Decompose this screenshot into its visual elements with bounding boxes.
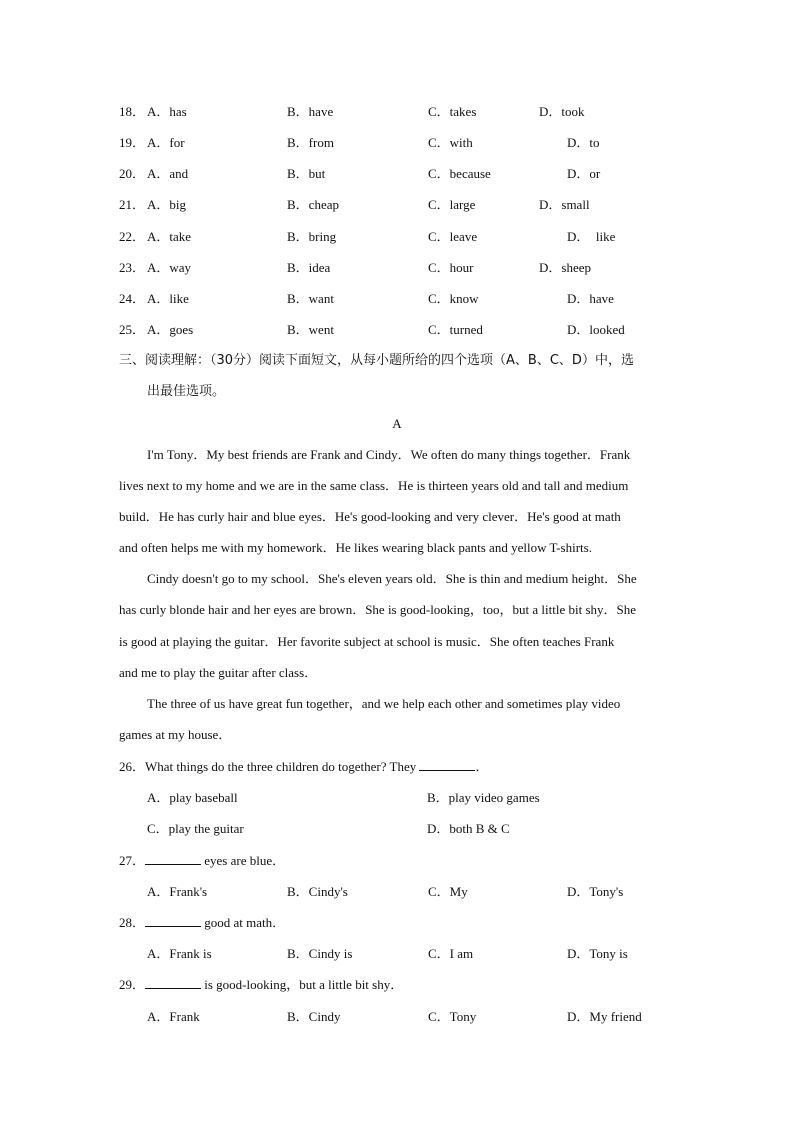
option-c: C．takes (428, 104, 477, 119)
option-d: D．both B & C (427, 821, 510, 836)
option-c: C．know (428, 291, 479, 306)
option-a: A．way (147, 260, 192, 275)
option-d: D．looked (567, 322, 625, 337)
passage-line: lives next to my home and we are in the same class．He is thirteen years old and tall and medium (119, 478, 629, 493)
option-d: D．Tony's (567, 884, 624, 899)
option-b: B．Cindy (287, 1009, 341, 1024)
option-c: C．Tony (428, 1009, 477, 1024)
answer-blank (145, 975, 201, 989)
question-number: 29． (119, 977, 146, 992)
question-26-stem (119, 757, 679, 777)
passage-line: Cindy doesn't go to my school．She's eleven years old．She is thin and medium height．She (147, 571, 637, 586)
question-stem-text: 26．What things do the three children do together? They (119, 759, 417, 774)
section-header-line-2: 出最佳选项。 (147, 384, 226, 399)
question-number: 22． (119, 229, 146, 244)
question-stem-text: eyes are blue． (201, 853, 286, 868)
option-a: A．big (147, 197, 187, 212)
option-b: B．cheap (287, 197, 339, 212)
option-b: B．want (287, 291, 334, 306)
answer-blank (145, 851, 201, 865)
option-a: A．Frank is (147, 946, 212, 961)
option-b: B．play video games (427, 790, 540, 805)
question-28-stem (119, 913, 679, 933)
passage-line: and often helps me with my homework．He likes wearing black pants and yellow T-shirts. (119, 540, 592, 555)
passage-line: build．He has curly hair and blue eyes．He's good-looking and very clever．He's good at math (119, 509, 621, 524)
section-header-line-1: 三、阅读理解：（30分）阅读下面短文，从每小题所给的四个选项（A、B、C、D）中，选 (119, 353, 634, 368)
passage-title: A (392, 416, 402, 431)
option-d: D．have (567, 291, 614, 306)
option-a: A．goes (147, 322, 194, 337)
option-c: C．I am (428, 946, 474, 961)
option-b: B．Cindy is (287, 946, 353, 961)
option-d: D．sheep (539, 260, 591, 275)
option-c: C．hour (428, 260, 474, 275)
option-d: D．Tony is (567, 946, 628, 961)
passage-line: and me to play the guitar after class． (119, 665, 318, 680)
question-number: 18． (119, 104, 146, 119)
passage-line: games at my house． (119, 727, 232, 742)
passage-line: is good at playing the guitar．Her favorite subject at school is music．She often teaches Frank (119, 634, 615, 649)
option-a: A．play baseball (147, 790, 238, 805)
question-27-stem (119, 851, 679, 871)
option-d: D．My friend (567, 1009, 642, 1024)
question-number: 23． (119, 260, 146, 275)
option-a: A．Frank (147, 1009, 200, 1024)
answer-blank (145, 913, 201, 927)
option-c: C．turned (428, 322, 483, 337)
passage-line: has curly blonde hair and her eyes are brown．She is good-looking，too，but a little bit shy．She (119, 602, 637, 617)
option-b: B．bring (287, 229, 337, 244)
question-number: 21． (119, 197, 146, 212)
option-a: A．and (147, 166, 189, 181)
question-number: 24． (119, 291, 146, 306)
option-d: D．to (567, 135, 600, 150)
option-b: B．went (287, 322, 334, 337)
question-number: 20． (119, 166, 146, 181)
option-b: B．have (287, 104, 334, 119)
option-d: D．took (539, 104, 585, 119)
option-a: A．Frank's (147, 884, 208, 899)
option-c: C．leave (428, 229, 478, 244)
option-a: A．like (147, 291, 189, 306)
option-d: D． like (567, 229, 616, 244)
option-c: C．because (428, 166, 491, 181)
passage-line: The three of us have great fun together，and we help each other and sometimes play video (147, 696, 621, 711)
question-stem-text: ． (475, 759, 489, 774)
question-number: 25． (119, 322, 146, 337)
answer-blank (419, 757, 475, 771)
passage-line: I'm Tony．My best friends are Frank and Cindy．We often do many things together．Frank (147, 447, 631, 462)
question-number: 19． (119, 135, 146, 150)
option-d: D．small (539, 197, 590, 212)
question-number: 28． (119, 915, 146, 930)
option-a: A．take (147, 229, 192, 244)
option-b: B．idea (287, 260, 331, 275)
option-c: C．My (428, 884, 468, 899)
option-b: B．from (287, 135, 334, 150)
option-c: C．play the guitar (147, 821, 244, 836)
question-stem-text: is good-looking，but a little bit shy． (201, 977, 404, 992)
option-b: B．Cindy's (287, 884, 348, 899)
question-stem-text: good at math． (201, 915, 286, 930)
question-number: 27． (119, 853, 146, 868)
option-a: A．for (147, 135, 185, 150)
option-d: D．or (567, 166, 601, 181)
option-c: C．with (428, 135, 473, 150)
option-a: A．has (147, 104, 187, 119)
question-29-stem (119, 975, 679, 995)
option-b: B．but (287, 166, 326, 181)
option-c: C．large (428, 197, 476, 212)
